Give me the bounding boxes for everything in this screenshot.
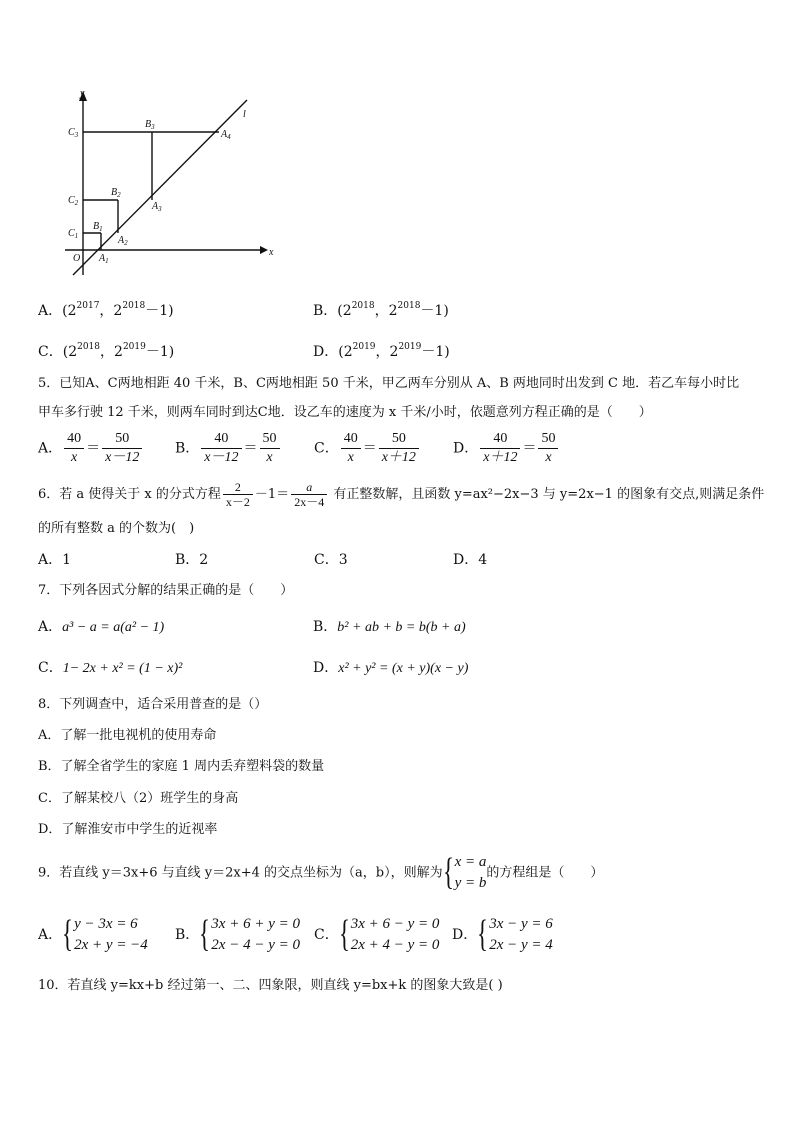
label-C1: $C_1$ [68,228,79,240]
q4-option-a[interactable]: A．($2^{2017}$，$2^{2018}-1$) [38,301,174,319]
q10-stem: 10．若直线 y=kx+b 经过第一、二、四象限，则直线 y=bx+k 的图象大致是( ) [38,978,503,993]
q4-option-c[interactable]: C．($2^{2018}$，$2^{2019}-1$) [38,342,175,360]
q8-option-b[interactable]: B．了解全省学生的家庭 1 周内丢弃塑料袋的数量 [38,759,325,774]
q5-stem-line1: 5．已知A、C两地相距 40 千米，B、C两地相距 50 千米，甲乙两车分别从 A、B 两地同时出发到 C 地．若乙车每小时比 [38,376,740,391]
q8-option-d[interactable]: D．了解淮安市中学生的近视率 [38,822,218,837]
label-B2: $B_2$ [111,187,121,199]
q8-stem: 8．下列调查中，适合采用普查的是（） [38,697,268,712]
q5-option-a[interactable]: A． $\frac{40}{x}$ ＝ $\frac{50}{x-12}$ [38,430,144,467]
q9-option-d[interactable]: D． { 3x − y = 6 2x − y = 4 [452,913,553,955]
q5-option-c[interactable]: C． $\frac{40}{x}$ ＝ $\frac{50}{x+12}$ [314,430,421,467]
q5-option-b[interactable]: B． $\frac{40}{x-12}$ ＝ $\frac{50}{x}$ [175,430,282,467]
q6-option-a[interactable]: A．1 [38,552,72,568]
label-A4: $A_4$ [221,129,231,141]
staircase-figure [55,85,285,285]
label-A1: $A_1$ [99,253,109,265]
q5-option-d[interactable]: D． $\frac{40}{x+12}$ ＝ $\frac{50}{x}$ [453,430,560,467]
q7-option-c[interactable]: C．1− 2x + x² = (1 − x)² [38,660,183,676]
q6-option-d[interactable]: D．4 [453,552,488,568]
axis-y-label: y [80,88,85,99]
q7-option-d[interactable]: D．x² + y² = (x + y)(x − y) [313,660,469,676]
label-C3: $C_3$ [68,127,79,139]
label-C2: $C_2$ [68,195,79,207]
q8-option-c[interactable]: C．了解某校八（2）班学生的身高 [38,791,239,806]
label-A3: $A_3$ [152,201,162,213]
q7-stem: 7．下列各因式分解的结果正确的是（ ） [38,583,294,598]
q4-option-b[interactable]: B．($2^{2018}$，$2^{2018}-1$) [313,301,449,319]
label-B3: $B_3$ [145,119,155,131]
q6-stem-line1: 6．若 a 使得关于 x 的分式方程 $\frac{2}{x-2}$ －1＝ $\frac{a}{2x-4}$ 有正整数解，且函数 y=ax²−2x−3 与 y=2x−1 的图象有交点,则满足条件 [38,480,765,509]
label-A2: $A_2$ [118,235,128,247]
q9-option-a[interactable]: A． { y − 3x = 6 2x + y = −4 [38,913,148,955]
q6-stem-line2: 的所有整数 a 的个数为( ) [38,521,195,536]
q6-option-b[interactable]: B．2 [175,552,209,568]
q7-option-a[interactable]: A．a³ − a = a(a² − 1) [38,619,165,635]
q6-option-c[interactable]: C．3 [314,552,348,568]
q9-solution-system: { x = a y = b [442,851,487,893]
q8-option-a[interactable]: A．了解一批电视机的使用寿命 [38,728,217,743]
q9-option-b[interactable]: B． { 3x + 6 + y = 0 2x − 4 − y = 0 [175,913,300,955]
line-label: l [243,109,246,120]
axis-x-label: x [269,247,274,258]
q9-stem: 9．若直线 y＝3x+6 与直线 y＝2x+4 的交点坐标为（a，b），则解为 { x = a y = b 的方程组是（ ） [38,851,604,893]
q9-option-c[interactable]: C． { 3x + 6 − y = 0 2x + 4 − y = 0 [314,913,440,955]
q5-stem-line2: 甲车多行驶 12 千米，则两车同时到达C地．设乙车的速度为 x 千米/小时，依题意列方程正确的是（ ） [38,405,652,420]
label-B1: $B_1$ [93,221,103,233]
q7-option-b[interactable]: B．b² + ab + b = b(b + a) [313,619,466,635]
origin-label: O [73,253,81,264]
q4-option-d[interactable]: D．($2^{2019}$，$2^{2019}-1$) [313,342,450,360]
